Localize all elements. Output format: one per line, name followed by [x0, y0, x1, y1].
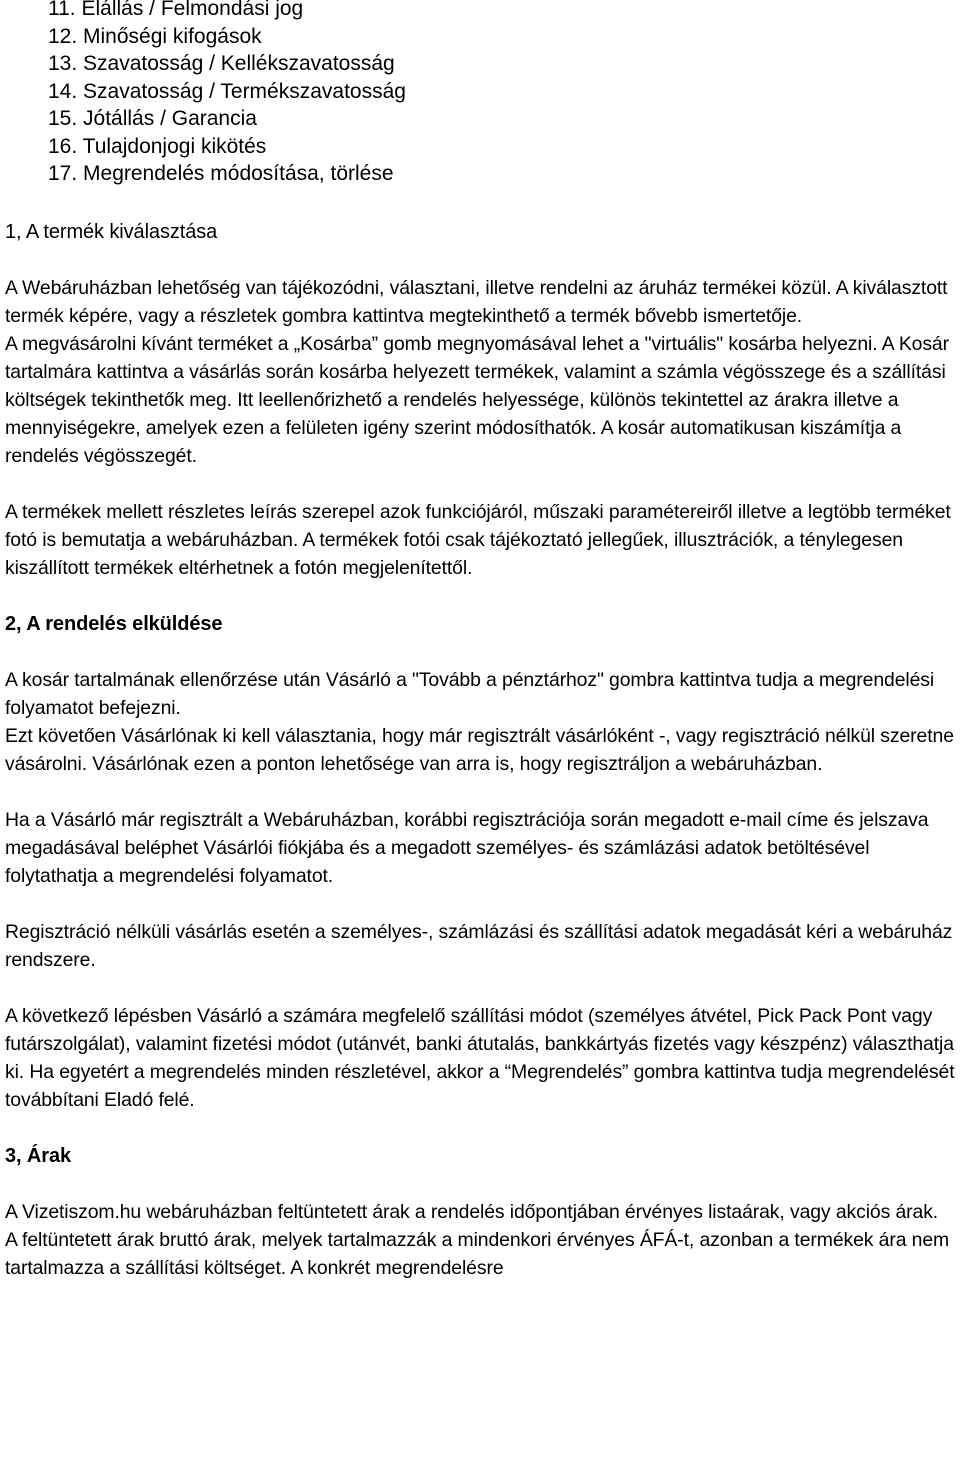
section-2-paragraph-3: Ha a Vásárló már regisztrált a Webáruházban, korábbi regisztrációja során megadott e-mail címe és jelszava megadásával beléphet Vásárlói fiókjába és a megadott személyes- és számlázási adatok betöltésével folytathatja a megrendelési folyamatot. — [5, 809, 929, 887]
toc-item-12: 12. Minőségi kifogások — [48, 24, 262, 48]
document-body — [5, 218, 957, 1282]
section-3-heading: 3, Árak — [5, 1145, 72, 1167]
section-3-paragraph-1: A Vizetiszom.hu webáruházban feltüntetett árak a rendelés időpontjában érvényes listaárak, vagy akciós árak. — [5, 1201, 939, 1223]
section-2-heading: 2, A rendelés elküldése — [5, 613, 223, 635]
section-2-paragraph-2: Ezt követően Vásárlónak ki kell választania, hogy már regisztrált vásárlóként -, vagy regisztráció nélkül szeretne vásárolni. Vásárlónak ezen a ponton lehetősége van arra is, hogy regisztráljon a webáruházban. — [5, 725, 954, 775]
section-2-paragraph-5: A következő lépésben Vásárló a számára megfelelő szállítási módot (személyes átvétel, Pick Pack Pont vagy futárszolgálat), valamint fizetési módot (utánvét, banki átutalás, bankkártyás fizetés vagy készpénz) választhatja ki. Ha egyetért a megrendelés minden részletével, akkor a “Megrendelés” gombra kattintva tudja megrendelését továbbítani Eladó felé. — [5, 1005, 955, 1111]
section-1-paragraph-2: A megvásárolni kívánt terméket a „Kosárba” gomb megnyomásával lehet a "virtuális" kosárba helyezni. A Kosár tartalmára kattintva a vásárlás során kosárba helyezett termékek, valamint a számla végösszege és a szállítási költségek tekinthetők meg. Itt leellenőrizhető a rendelés helyessége, különös tekintettel az árakra illetve a mennyiségekre, amelyek ezen a felületen igény szerint módosíthatók. A kosár automatikusan kiszámítja a rendelés végösszegét. — [5, 333, 949, 467]
toc-item-15: 15. Jótállás / Garancia — [48, 107, 257, 130]
section-3-paragraph-2: A feltüntetett árak bruttó árak, melyek tartalmazzák a mindenkori érvényes ÁFÁ-t, azonban a termékek ára nem tartalmazza a szállítási költséget. A konkrét megrendelésre — [5, 1229, 950, 1279]
section-1-heading: 1, A termék kiválasztása — [5, 221, 218, 243]
section-1-paragraph-1: A Webáruházban lehetőség van tájékozódni, választani, illetve rendelni az áruház termékei közül. A kiválasztott termék képére, vagy a részletek gombra kattintva megtekinthető a termék bővebb ismertetője. — [5, 277, 948, 327]
toc-item-14: 14. Szavatosság / Termékszavatosság — [48, 79, 406, 103]
section-1-paragraph-3: A termékek mellett részletes leírás szerepel azok funkciójáról, műszaki paramétereiről illetve a legtöbb terméket fotó is bemutatja a webáruházban. A termékek fotói csak tájékoztató jellegűek, illusztrációk, a ténylegesen kiszállított termékek eltérhetnek a fotón megjelenítettől. — [5, 501, 951, 579]
toc-item-13: 13. Szavatosság / Kellékszavatosság — [48, 52, 395, 75]
section-2-paragraph-4: Regisztráció nélküli vásárlás esetén a személyes-, számlázási és szállítási adatok megadását kéri a webáruház rendszere. — [5, 921, 953, 971]
toc-item-17: 17. Megrendelés módosítása, törlése — [48, 162, 394, 185]
table-of-contents — [48, 0, 406, 188]
toc-item-11: 11. Elállás / Felmondási jog — [48, 0, 304, 20]
section-2-paragraph-1: A kosár tartalmának ellenőrzése után Vásárló a "Tovább a pénztárhoz" gombra kattintva tudja a megrendelési folyamatot befejezni. — [5, 669, 935, 719]
toc-item-16: 16. Tulajdonjogi kikötés — [48, 134, 267, 158]
